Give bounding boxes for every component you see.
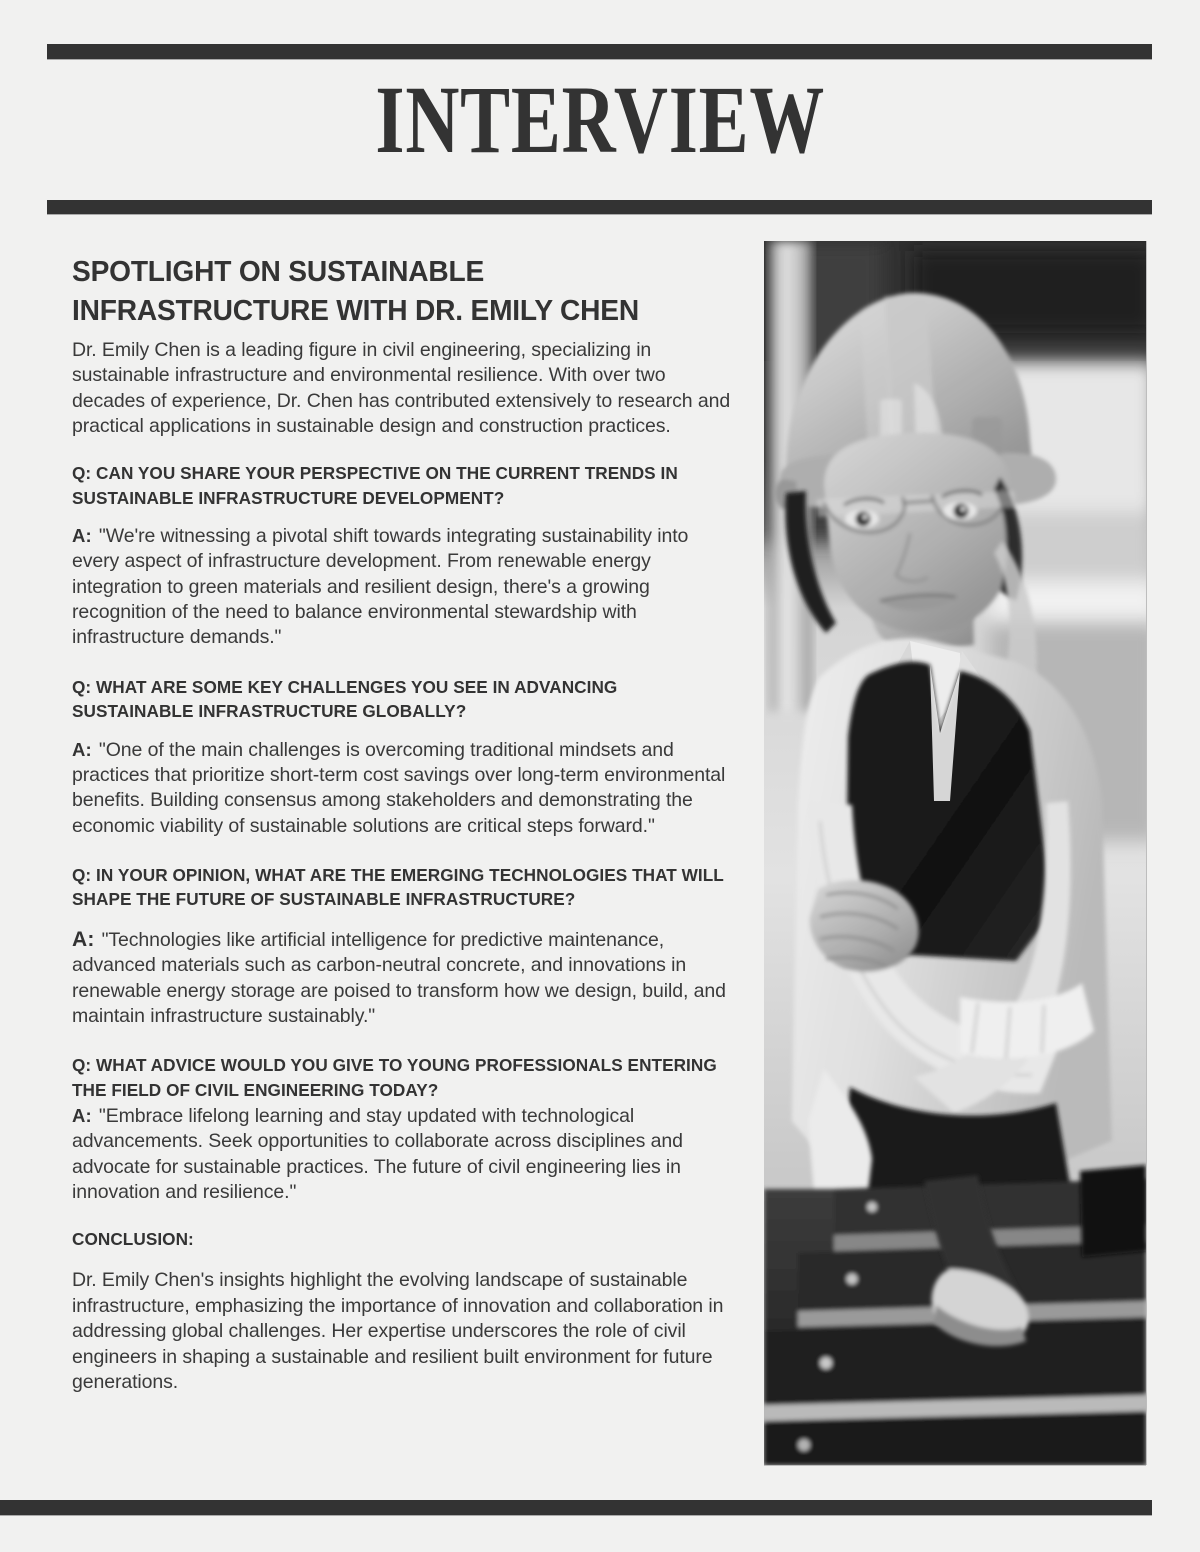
masthead-rule-top [47, 44, 1152, 59]
question-text: Q: WHAT ADVICE WOULD YOU GIVE TO YOUNG PROFESSIONALS ENTERING THE FIELD OF CIVIL ENGINEERING TODAY? [72, 1055, 717, 1100]
answer-prefix: A: [72, 738, 92, 760]
answer-prefix: A: [72, 525, 92, 547]
masthead [0, 66, 1200, 173]
article-intro: Dr. Emily Chen is a leading figure in civil engineering, specializing in sustainable infrastructure and environmental resilience. With over two decades of experience, Dr. Chen has contributed extensively to research and practical applications in sustainable design and construction practices. [72, 338, 731, 437]
answer-prefix: A: [72, 1105, 92, 1127]
text-column [72, 253, 738, 1395]
answer-prefix: A: [72, 927, 95, 951]
footer-rule [0, 1500, 1152, 1515]
answer-body: "We're witnessing a pivotal shift towards integrating sustainability into every aspect of infrastructure development. From renewable energy integration to green materials and resilient design, there's a growing recognition of the need to balance environmental stewardship with infrastructure demands." [72, 525, 689, 649]
page-title: INTERVIEW [375, 66, 825, 173]
article-body [0, 241, 1200, 1481]
article-headline: SPOTLIGHT ON SUSTAINABLE INFRASTRUCTURE WITH DR. EMILY CHEN [72, 256, 639, 328]
qa-block [72, 863, 738, 1029]
qa-block [72, 461, 738, 651]
conclusion-label: CONCLUSION: [72, 1229, 194, 1250]
conclusion-text: Dr. Emily Chen's insights highlight the evolving landscape of sustainable infrastructure, emphasizing the importance of innovation and collaboration in addressing global challenges. Her expertise underscores the role of civil engineers in shaping a sustainable and resilient built environment for future generations. [72, 1269, 724, 1393]
answer-body: "Embrace lifelong learning and stay updated with technological advancements. Seek opportunities to collaborate across disciplines and advocate for sustainable practices. The future of civil engineering lies in innovation and resilience." [72, 1105, 683, 1204]
question-text: Q: IN YOUR OPINION, WHAT ARE THE EMERGING TECHNOLOGIES THAT WILL SHAPE THE FUTURE OF SUSTAINABLE INFRASTRUCTURE? [72, 865, 724, 910]
qa-block [72, 1053, 738, 1205]
answer-text [72, 1104, 738, 1205]
masthead-rule-bottom [47, 200, 1152, 214]
answer-body: "Technologies like artificial intelligence for predictive maintenance, advanced materials such as carbon-neutral concrete, and innovations in renewable energy storage are poised to transform how we design, build, and maintain infrastructure sustainably." [72, 928, 726, 1027]
engineer-photo [764, 241, 1146, 1465]
question-text: Q: WHAT ARE SOME KEY CHALLENGES YOU SEE IN ADVANCING SUSTAINABLE INFRASTRUCTURE GLOBALLY? [72, 676, 618, 722]
answer-text [72, 926, 738, 1029]
answer-text [72, 524, 738, 651]
qa-block [72, 675, 738, 839]
answer-body: "One of the main challenges is overcoming traditional mindsets and practices that prioritize short-term cost savings over long-term environmental benefits. Building consensus among stakeholders and demonstrating the economic viability of sustainable solutions are critical steps forward." [72, 738, 726, 837]
answer-text [72, 738, 738, 839]
engineer-photo-illustration [764, 241, 1146, 1465]
question-text: Q: CAN YOU SHARE YOUR PERSPECTIVE ON THE CURRENT TRENDS IN SUSTAINABLE INFRASTRUCTURE DEVELOPMENT? [72, 463, 678, 508]
